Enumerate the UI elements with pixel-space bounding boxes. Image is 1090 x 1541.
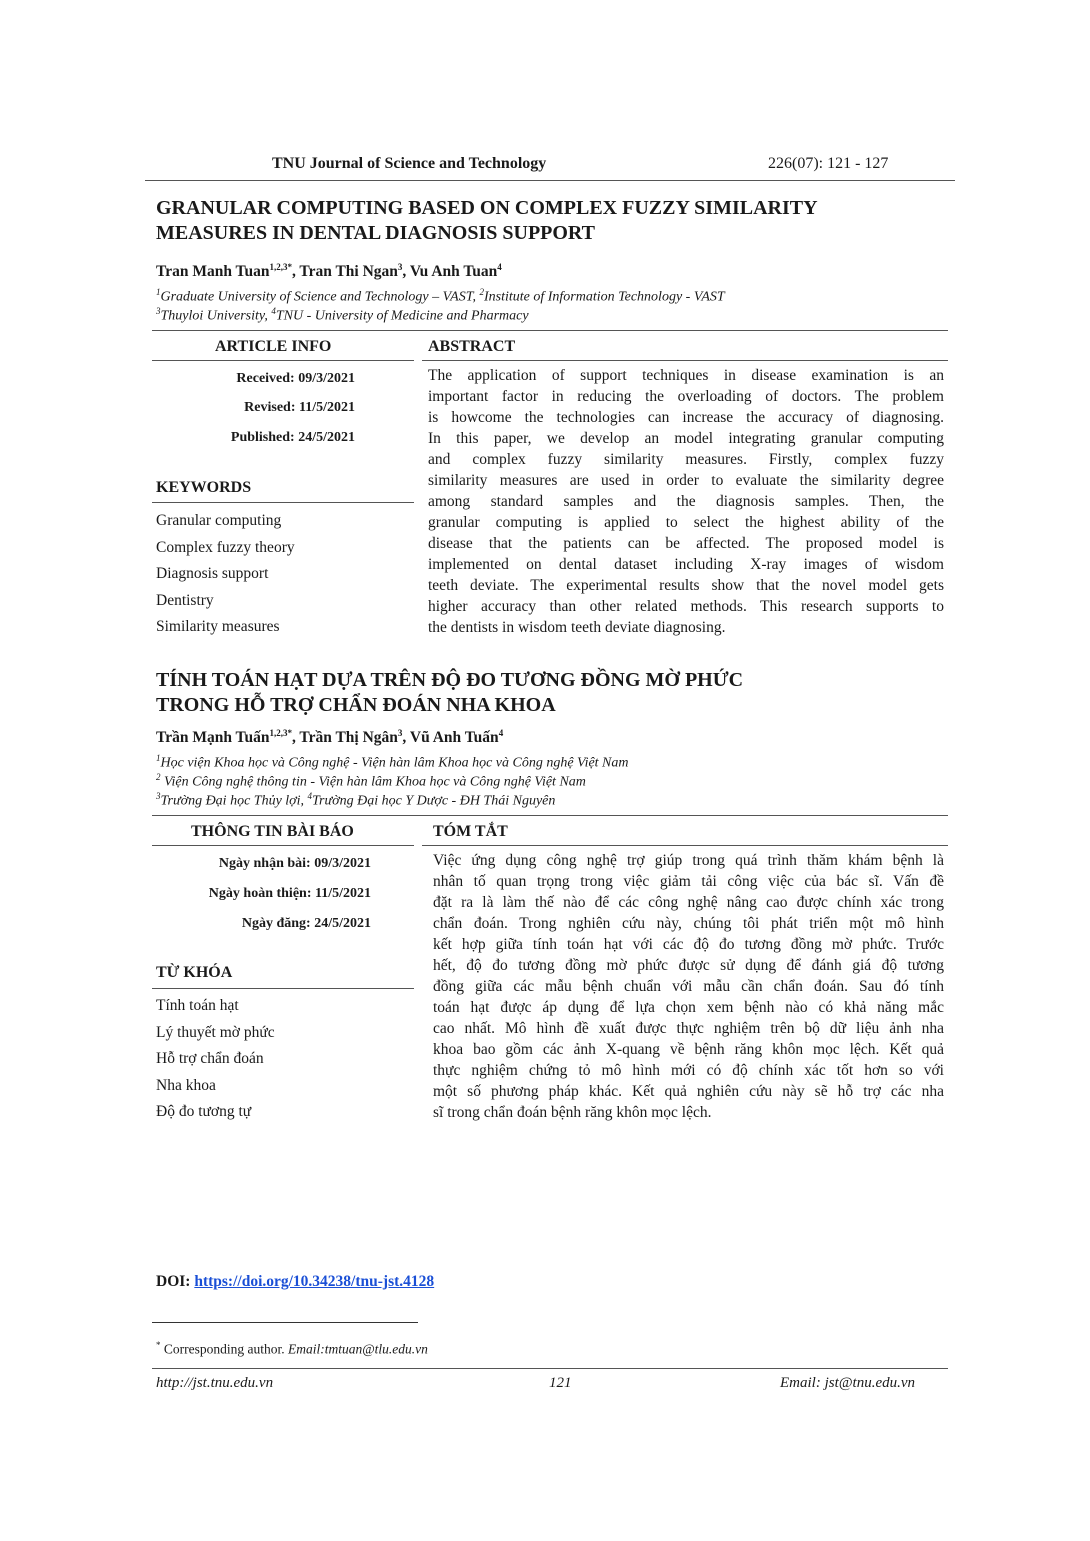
keyword-item: Complex fuzzy theory	[156, 538, 295, 556]
affiliation-mark: 2	[156, 772, 161, 782]
abstract-line: the dentists in wisdom teeth deviate diagnosing.	[428, 619, 726, 636]
received-date-vi: Ngày nhận bài: 09/3/2021	[218, 856, 371, 871]
abstract-line: đồng giữa các mẫu bệnh chuẩn với mẫu cần chẩn đoán. Sau đó tính	[433, 978, 944, 995]
keyword-item: Dentistry	[156, 591, 214, 609]
vietnamese-affiliation	[156, 787, 555, 811]
keywords-list	[156, 508, 295, 641]
affiliation-mark: 1	[156, 287, 161, 297]
info-rule	[152, 360, 414, 361]
keyword-item: Nha khoa	[156, 1076, 216, 1094]
affiliation-text: Graduate University of Science and Technology – VAST,	[160, 289, 480, 305]
vietnamese-authors: Trần Mạnh Tuấn$^{1,2,3*}$, Trần Thị Ngân$^3$, Vũ Anh Tuấn$^4$	[156, 728, 504, 747]
affiliation-text: TNU - University of Medicine and Pharmacy	[275, 308, 529, 324]
published-date-vi: Ngày đăng: 24/5/2021	[241, 916, 371, 931]
keyword-item: Hỗ trợ chẩn đoán	[156, 1050, 264, 1067]
footer-email[interactable]: Email: jst@tnu.edu.vn	[780, 1375, 916, 1391]
footnote	[156, 1340, 428, 1358]
affiliation-mark: 3	[156, 791, 161, 801]
abstract-line: disease that the patients can be affected. The proposed model is	[428, 535, 944, 552]
journal-name: TNU Journal of Science and Technology	[272, 155, 547, 172]
affiliation-text: Trường Đại học Y Dược - ĐH Thái Nguyên	[312, 793, 556, 809]
author-name: Tran Manh Tuan	[156, 263, 270, 281]
affiliation-text: Institute of Information Technology - VAST	[483, 289, 725, 305]
keywords-heading-vi: TỪ KHÓA	[156, 964, 233, 981]
abstract-line: sĩ trong chẩn đoán bệnh răng khôn mọc lệch.	[433, 1104, 712, 1121]
revised-date-vi: Ngày hoàn thiện: 11/5/2021	[208, 886, 371, 901]
keyword-item: Độ đo tương tự	[156, 1103, 252, 1120]
received-date: Received: 09/3/2021	[236, 371, 355, 386]
abstract-line: is howcome the technologies can increase the accuracy of diagnosing.	[428, 409, 944, 426]
abstract-heading: ABSTRACT	[428, 338, 516, 355]
abstract-line: Việc ứng dụng công nghệ trợ giúp trong quá trình thăm khám bệnh là	[433, 852, 944, 869]
abstract-line: higher accuracy than other related methods. This research supports to	[428, 598, 944, 615]
page-number: 121	[549, 1375, 572, 1391]
author-affiliation-mark: 1,2,3*	[269, 262, 292, 272]
affiliation-mark: 2	[479, 287, 484, 297]
abstract-text-vi	[433, 850, 944, 1123]
footnote-mark: *	[156, 1340, 161, 1350]
section-rule	[152, 815, 948, 816]
doi-link[interactable]: https://doi.org/10.34238/tnu-jst.4128	[194, 1273, 435, 1290]
author-affiliation-mark: 4	[497, 262, 502, 272]
abstract-line: kết hợp giữa tính toán hạt với các độ đo tương đồng mờ phức. Trước	[433, 936, 944, 953]
abstract-line: một số phương pháp khác. Kết quả nghiên cứu này sẽ hỗ trợ các nha	[433, 1083, 944, 1100]
abstract-line: nhân tố quan trọng trong việc giảm tải công việc của bác sĩ. Vấn đề	[433, 873, 944, 890]
abstract-line: đặt ra là làm thế nào để các công nghệ nâng cao được chính xác trong	[433, 894, 944, 911]
keywords-rule	[152, 988, 414, 989]
vietnamese-title-line: TÍNH TOÁN HẠT DỰA TRÊN ĐỘ ĐO TƯƠNG ĐỒNG MỜ PHỨC	[156, 669, 744, 691]
affiliation-text: Thuyloi University,	[160, 308, 272, 324]
footnote-text: Corresponding author.	[160, 1341, 288, 1357]
english-title	[156, 196, 956, 246]
abstract-line: cao nhất. Mô hình đề xuất được thực nghiệm trên bộ dữ liệu ảnh nha	[433, 1020, 944, 1037]
author-name: Trần Thị Ngân	[299, 729, 398, 747]
affiliation-text: Viện Công nghệ thông tin - Viện hàn lâm Khoa học và Công nghệ Việt Nam	[160, 774, 586, 790]
footnote-rule	[152, 1322, 418, 1323]
author-name: Tran Thi Ngan	[299, 263, 398, 281]
english-title-line: GRANULAR COMPUTING BASED ON COMPLEX FUZZY SIMILARITY	[156, 197, 818, 219]
article-info-heading: ARTICLE INFO	[215, 338, 332, 355]
author-affiliation-mark: 3	[397, 728, 403, 738]
abstract-line: granular computing is applied to select the highest ability of the	[428, 514, 944, 531]
affiliation-text: Học viện Khoa học và Công nghệ - Viện hàn lâm Khoa học và Công nghệ Việt Nam	[160, 755, 629, 771]
footnote-email: Email:tmtuan@tlu.edu.vn	[288, 1341, 428, 1357]
abstract-line: teeth deviate. The experimental results show that the novel model gets	[428, 577, 944, 594]
keyword-item: Tính toán hạt	[156, 997, 239, 1014]
issue-pages: 226(07): 121 - 127	[768, 155, 889, 172]
doi-line	[156, 1273, 434, 1291]
english-authors: Tran Manh Tuan$^{1,2,3*}$, Tran Thi Ngan$^3$, Vu Anh Tuan$^4$	[156, 262, 502, 281]
footer-rule	[152, 1368, 948, 1369]
abstract-line: and complex fuzzy similarity measures. Firstly, complex fuzzy	[428, 451, 944, 468]
author-name: Trần Mạnh Tuấn	[156, 729, 270, 747]
author-name: Vũ Anh Tuấn	[409, 729, 499, 747]
affiliation-mark: 3	[156, 306, 161, 316]
published-date: Published: 24/5/2021	[230, 430, 355, 445]
article-info-heading-vi: THÔNG TIN BÀI BÁO	[191, 823, 354, 840]
abstract-line: important factor in reducing the overloading of doctors. The problem	[428, 388, 944, 405]
affiliation-mark: 4	[307, 791, 313, 801]
author-name: Vu Anh Tuan	[409, 263, 498, 281]
abstract-rule	[422, 845, 948, 846]
affiliation-text: Trường Đại học Thủy lợi,	[160, 793, 308, 809]
footer-website[interactable]: http://jst.tnu.edu.vn	[156, 1375, 274, 1391]
author-affiliation-mark: 1,2,3*	[269, 728, 292, 738]
abstract-line: chẩn đoán. Trong nghiên cứu này, chúng tôi phát triển một mô hình	[433, 915, 944, 932]
abstract-rule	[422, 360, 948, 361]
keyword-item: Granular computing	[156, 512, 282, 529]
abstract-heading-vi: TÓM TẮT	[433, 823, 508, 840]
abstract-line: hết, độ đo tương đồng mờ phức được sử dụng để đánh giá độ tương	[433, 957, 944, 974]
abstract-line: implemented on dental dataset including X-ray images of wisdom	[428, 556, 944, 573]
english-affiliation	[156, 302, 529, 326]
author-affiliation-mark: 4	[498, 728, 504, 738]
vietnamese-title-line: TRONG HỖ TRỢ CHẨN ĐOÁN NHA KHOA	[156, 694, 556, 716]
affiliation-mark: 4	[271, 306, 276, 316]
abstract-line: among standard samples and the diagnosis samples. Then, the	[428, 493, 944, 510]
header-rule	[145, 180, 955, 181]
abstract-line: thực nghiệm chứng tỏ mô hình mới có độ chính xác tốt hơn so với	[433, 1062, 944, 1079]
vietnamese-title	[156, 668, 956, 718]
revised-date: Revised: 11/5/2021	[244, 400, 355, 415]
keywords-heading: KEYWORDS	[156, 479, 252, 496]
abstract-line: In this paper, we develop an model integrating granular computing	[428, 430, 944, 447]
author-affiliation-mark: 3	[397, 262, 403, 272]
keyword-item: Diagnosis support	[156, 565, 269, 582]
info-rule	[152, 845, 414, 846]
keyword-item: Similarity measures	[156, 618, 280, 635]
abstract-line: The application of support techniques in disease examination is an	[428, 367, 944, 384]
section-rule	[152, 330, 948, 331]
abstract-line: khoa bao gồm các ảnh X-quang về bệnh răng khôn mọc lệch. Kết quả	[433, 1041, 944, 1058]
affiliation-mark: 1	[156, 753, 161, 763]
abstract-line: toán hạt được áp dụng để lựa chọn xem bệnh nào có khả năng mắc	[433, 999, 944, 1016]
doi-label: DOI:	[156, 1273, 195, 1290]
abstract-line: similarity measures are used in order to evaluate the similarity degree	[428, 472, 944, 489]
keywords-list-vi	[156, 993, 275, 1126]
abstract-text	[428, 365, 944, 638]
english-title-line: MEASURES IN DENTAL DIAGNOSIS SUPPORT	[156, 222, 596, 244]
keywords-rule	[152, 502, 414, 503]
keyword-item: Lý thuyết mờ phức	[156, 1023, 275, 1041]
